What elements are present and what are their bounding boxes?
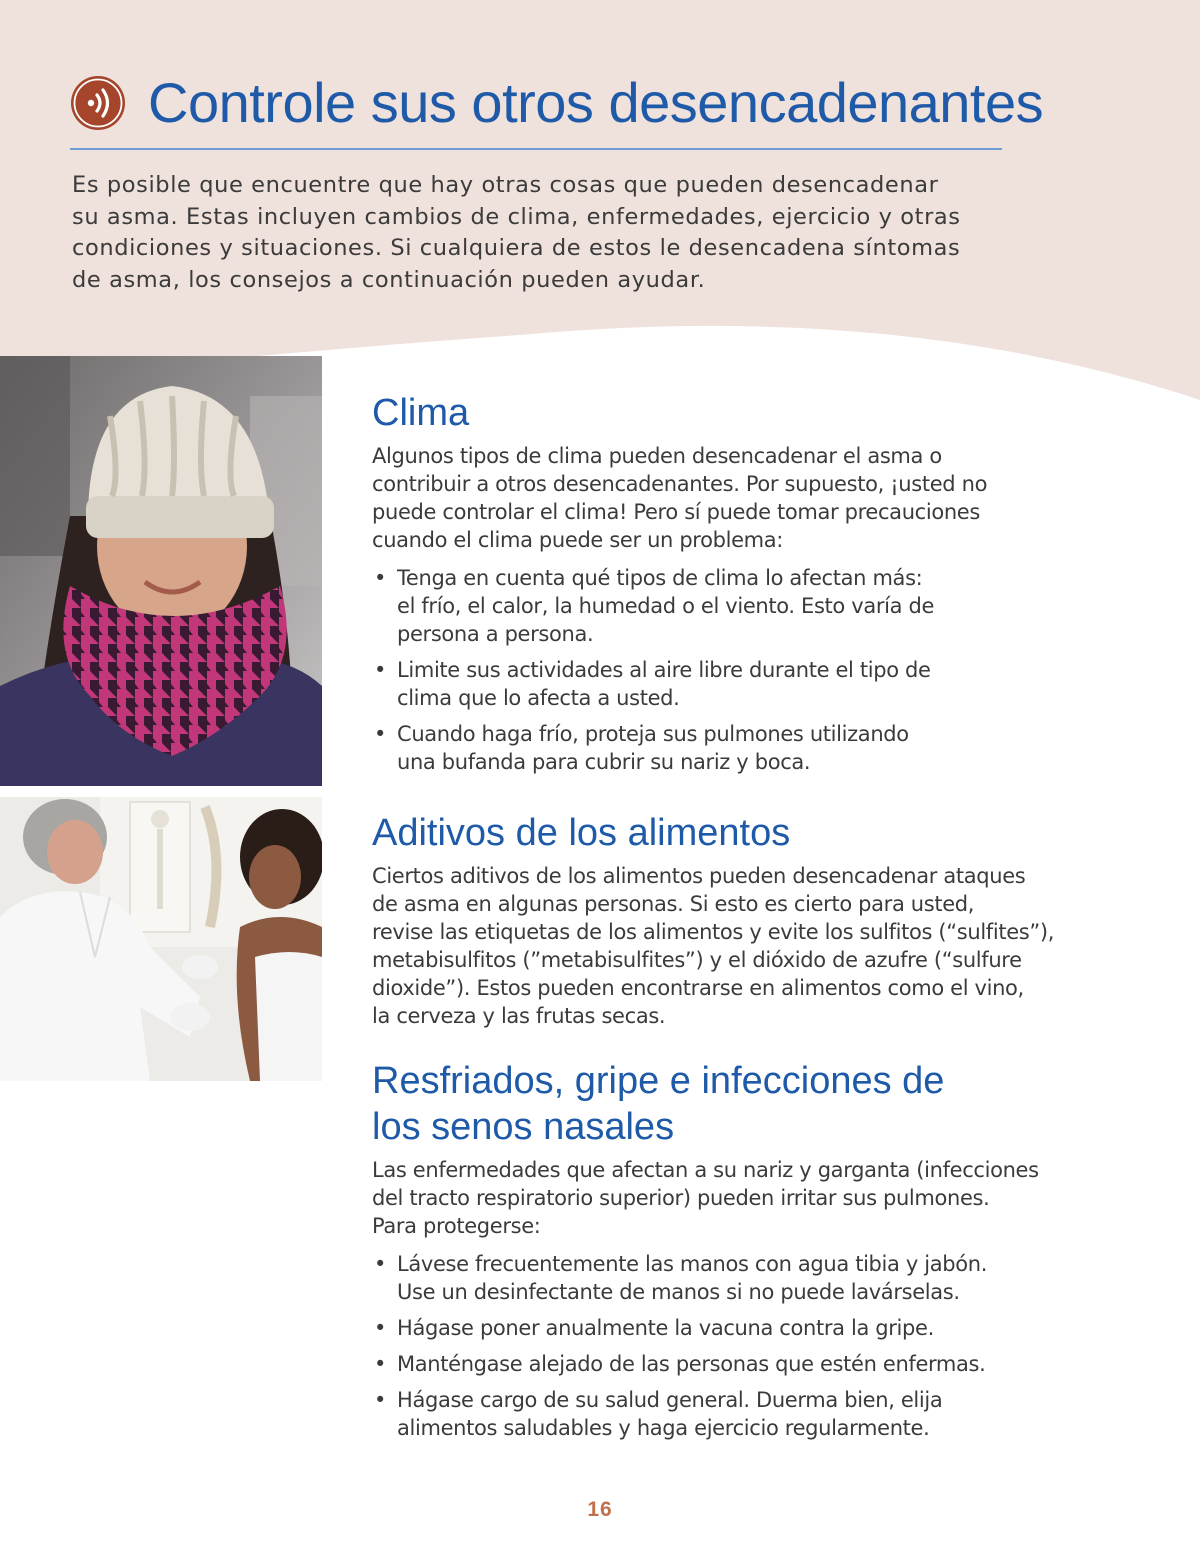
section-resfriados (372, 1058, 1072, 1442)
list-item-line: persona a persona. (397, 622, 594, 646)
list-item (372, 564, 1072, 648)
paragraph-line: metabisulfitos (”metabisulfites”) y el dióxido de azufre (“sulfure (372, 948, 1022, 972)
list-item (372, 1314, 1072, 1342)
list-item (372, 720, 1072, 776)
list-item-line: alimentos saludables y haga ejercicio regularmente. (397, 1416, 930, 1440)
list-item-line: Cuando haga frío, proteja sus pulmones utilizando (397, 722, 909, 746)
paragraph-line: puede controlar el clima! Pero sí puede tomar precauciones (372, 500, 980, 524)
section-title-line: los senos nasales (372, 1106, 675, 1148)
bullet-list (372, 564, 1072, 776)
list-item (372, 1386, 1072, 1442)
list-item (372, 656, 1072, 712)
section-aditivos (372, 810, 1072, 1030)
section-paragraph (372, 1156, 1072, 1240)
bullet-marker: • (374, 1252, 387, 1276)
list-item-line: Lávese frecuentemente las manos con agua tibia y jabón. (397, 1252, 988, 1276)
paragraph-line: cuando el clima puede ser un problema: (372, 528, 784, 552)
intro-line: condiciones y situaciones. Si cualquiera de estos le desencadena síntomas (72, 235, 961, 261)
bullet-marker: • (374, 1316, 387, 1340)
intro-paragraph (72, 170, 972, 296)
list-item-line: Manténgase alejado de las personas que estén enfermas. (397, 1352, 986, 1376)
bullet-marker: • (374, 658, 387, 682)
paragraph-line: Ciertos aditivos de los alimentos pueden desencadenar ataques (372, 864, 1026, 888)
title-divider (70, 148, 1002, 150)
section-title-line: Resfriados, gripe e infecciones de (372, 1060, 945, 1102)
bullet-marker: • (374, 722, 387, 746)
paragraph-line: contribuir a otros desencadenantes. Por supuesto, ¡usted no (372, 472, 988, 496)
section-clima (372, 390, 1072, 776)
paragraph-line: Las enfermedades que afectan a su nariz y garganta (infecciones (372, 1158, 1039, 1182)
doctor-giving-vaccine-photo (0, 797, 322, 1081)
intro-line: su asma. Estas incluyen cambios de clima, enfermedades, ejercicio y otras (72, 203, 961, 230)
intro-line: de asma, los consejos a continuación pueden ayudar. (72, 266, 706, 293)
paragraph-line: revise las etiquetas de los alimentos y evite los sulfitos (“sulfites”), (372, 920, 1055, 944)
list-item-line: clima que lo afecta a usted. (397, 686, 680, 710)
page-number: 16 (587, 1498, 613, 1521)
main-content (372, 390, 1072, 1450)
paragraph-line: Algunos tipos de clima pueden desencadenar el asma o (372, 444, 942, 468)
header (70, 68, 1043, 138)
list-item-line: el frío, el calor, la humedad o el viento. Esto varía de (397, 594, 935, 618)
section-title (372, 1058, 1072, 1150)
list-item-line: Limite sus actividades al aire libre durante el tipo de (397, 658, 931, 682)
section-paragraph (372, 862, 1072, 1030)
section-title: Clima (372, 392, 470, 434)
list-item-line: Tenga en cuenta qué tipos de clima lo afectan más: (397, 566, 923, 590)
page-title: Controle sus otros desencadenantes (148, 71, 1044, 134)
list-item-line: Hágase poner anualmente la vacuna contra la gripe. (397, 1316, 934, 1340)
bullet-list (372, 1250, 1072, 1442)
bullet-marker: • (374, 1352, 387, 1376)
paragraph-line: dioxide”). Estos pueden encontrarse en alimentos como el vino, (372, 976, 1024, 1000)
list-item-line: una bufanda para cubrir su nariz y boca. (397, 750, 811, 774)
paragraph-line: Para protegerse: (372, 1214, 541, 1238)
intro-line: Es posible que encuentre que hay otras cosas que pueden desencadenar (72, 172, 939, 198)
woman-in-winter-hat-and-scarf-photo (0, 356, 322, 786)
paragraph-line: del tracto respiratorio superior) pueden irritar sus pulmones. (372, 1186, 990, 1210)
list-item (372, 1250, 1072, 1306)
bullet-marker: • (374, 566, 387, 590)
list-item-line: Use un desinfectante de manos si no puede lavárselas. (397, 1280, 960, 1304)
list-item-line: Hágase cargo de su salud general. Duerma bien, elija (397, 1388, 943, 1412)
section-paragraph (372, 442, 1072, 554)
sound-waves-icon (70, 75, 126, 131)
bullet-marker: • (374, 1388, 387, 1412)
paragraph-line: de asma en algunas personas. Si esto es cierto para usted, (372, 892, 975, 916)
paragraph-line: la cerveza y las frutas secas. (372, 1004, 666, 1028)
list-item (372, 1350, 1072, 1378)
section-title: Aditivos de los alimentos (372, 812, 791, 854)
